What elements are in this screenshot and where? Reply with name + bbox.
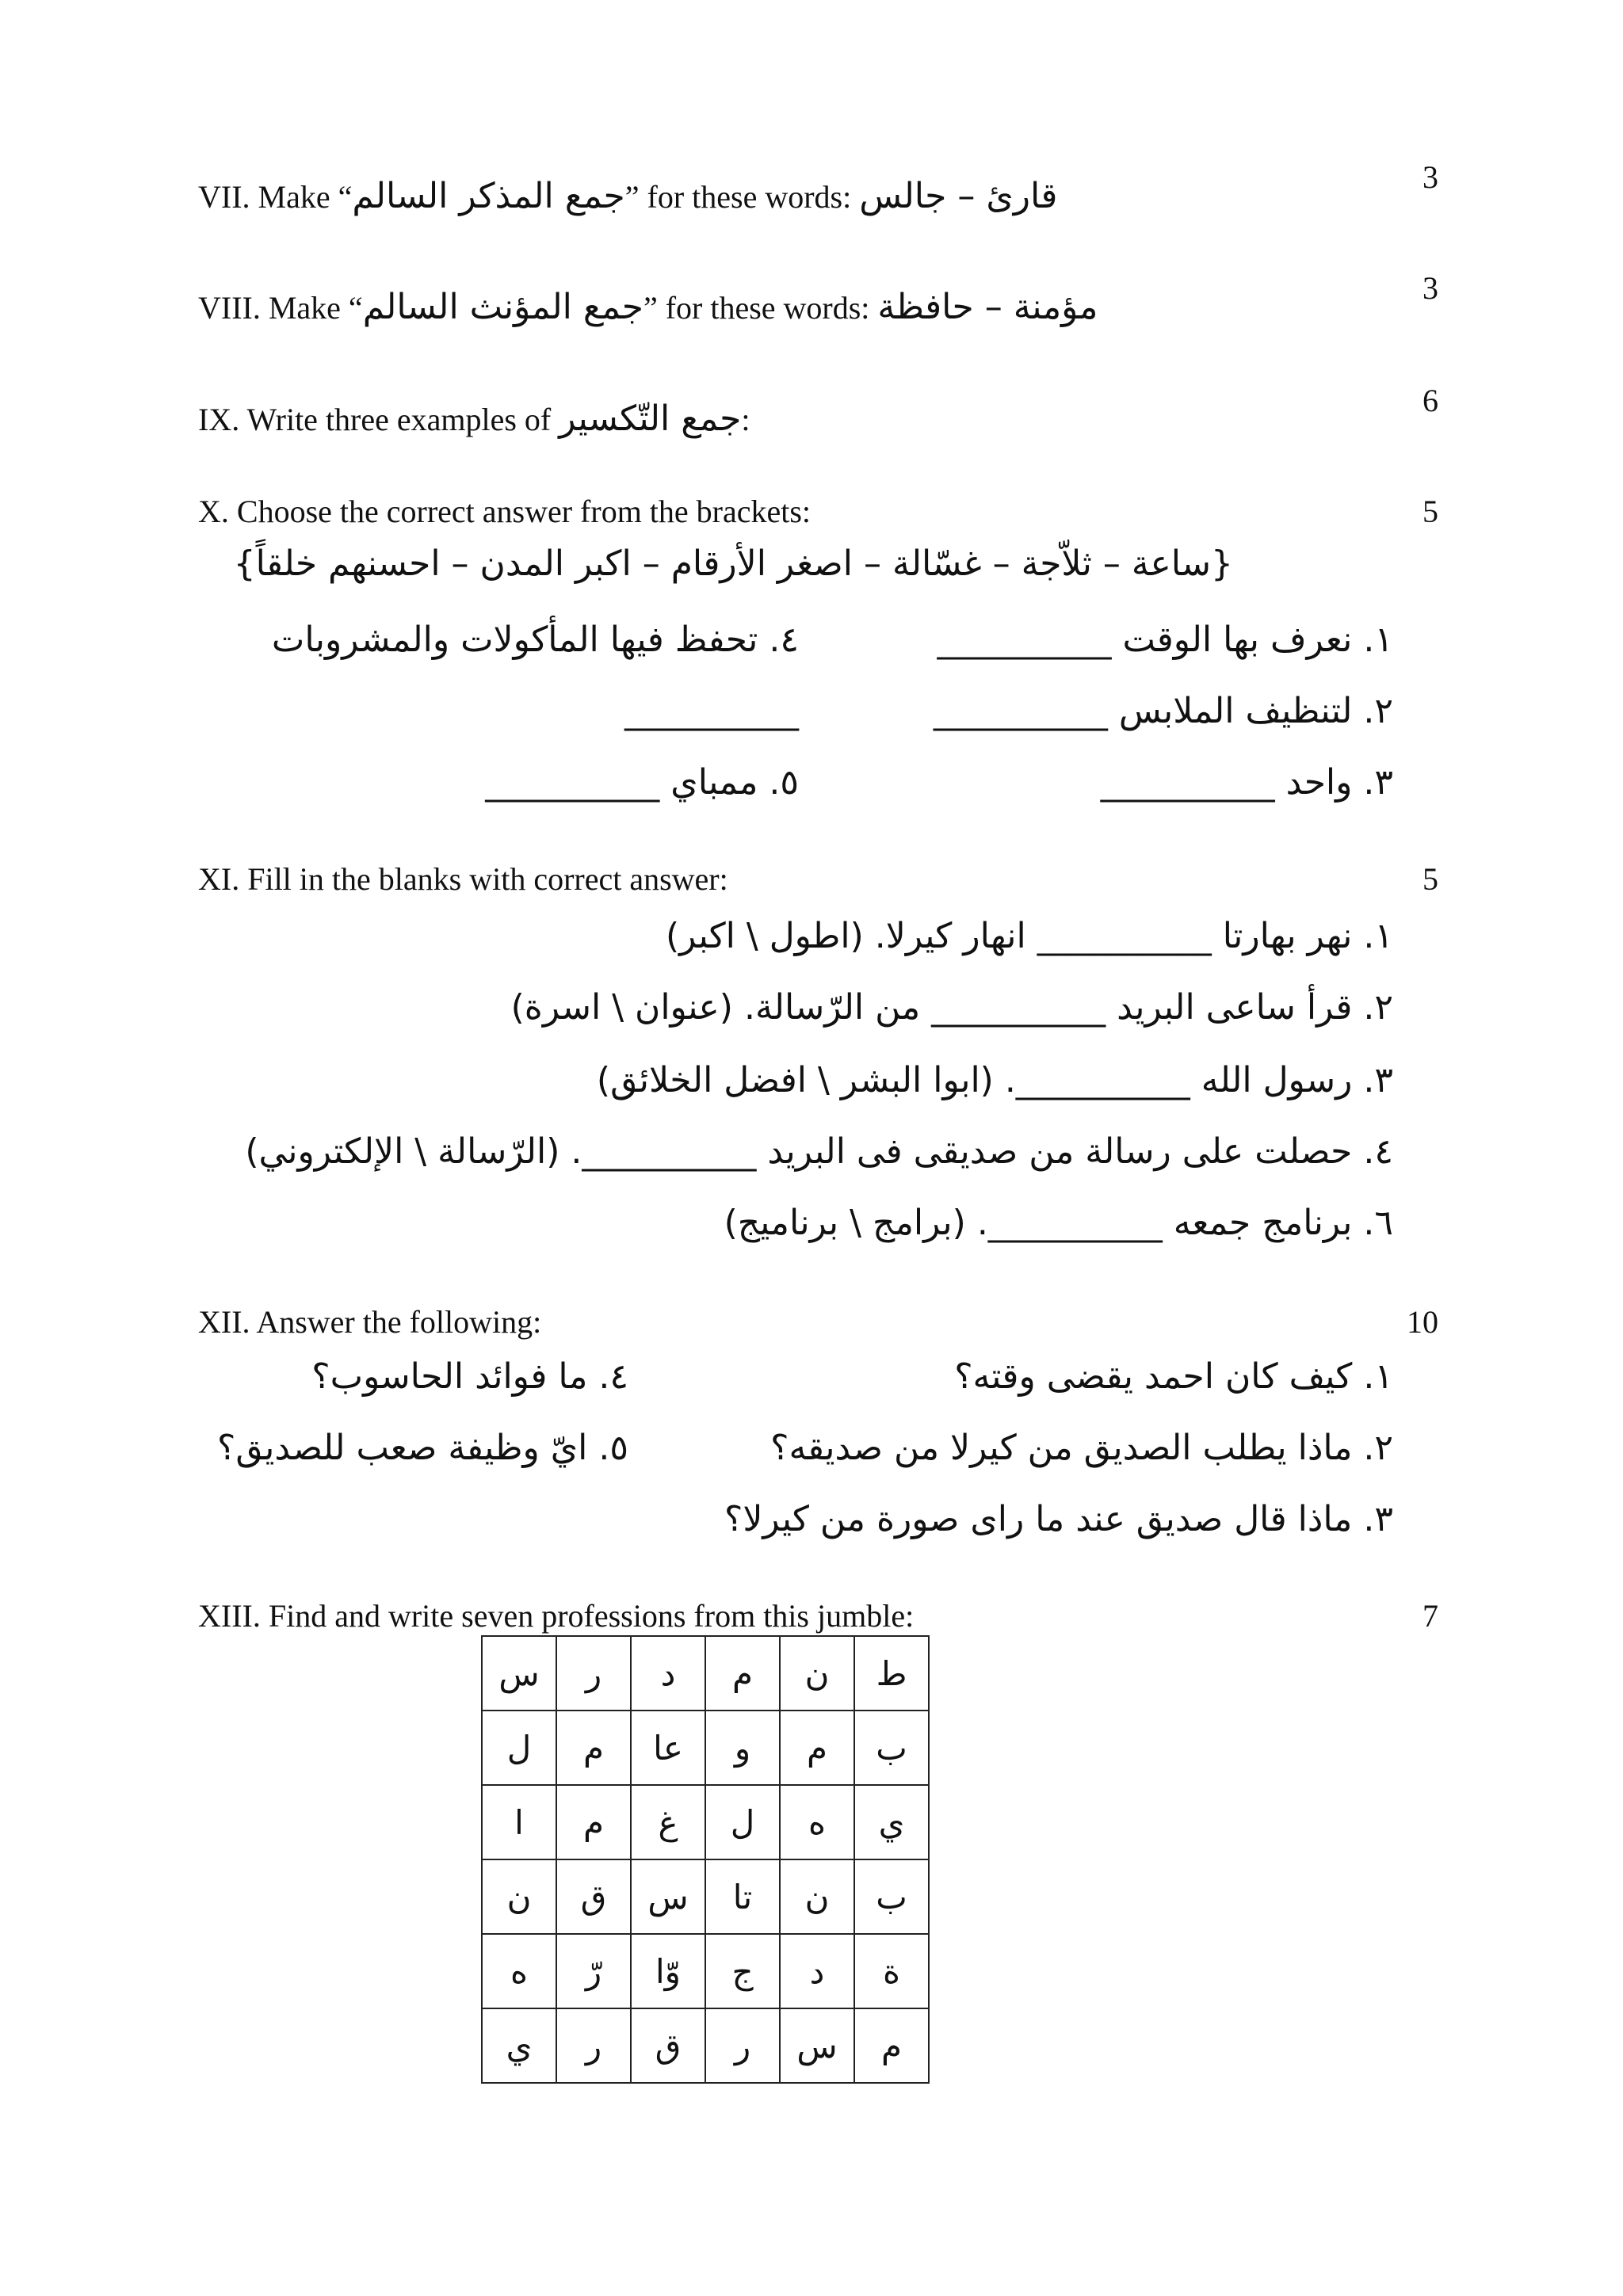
question-7-words: قارئ – جالس: [859, 176, 1058, 216]
grid-cell: ا: [482, 1785, 556, 1859]
question-11-item-4: ٤. حصلت على رسالة من صديقى فى البريد __________. (الرّسالة \ الإلكتروني): [245, 1131, 1393, 1172]
grid-cell: و: [705, 1711, 780, 1785]
grid-cell: ن: [482, 1859, 556, 1934]
question-8: VIII. Make “جمع المؤنث السالم” for these words: مؤمنة – حافظة: [198, 287, 1098, 327]
question-12-item-2: ٢. ماذا يطلب الصديق من كيرلا من صديقه؟: [770, 1428, 1393, 1468]
letter-jumble-grid: [481, 1635, 930, 2084]
question-11-item-6: ٦. برنامج جمعه __________. (برامج \ برناميج): [724, 1203, 1393, 1243]
question-10-marks: 5: [1423, 494, 1438, 529]
question-12-item-1: ١. كيف كان احمد يقضى وقته؟: [954, 1356, 1393, 1397]
grid-cell: تا: [705, 1859, 780, 1934]
question-10-item-5: ٥. ممباي __________: [485, 762, 799, 803]
grid-cell: ه: [482, 1934, 556, 2008]
question-10-item-1: ١. نعرف بها الوقت __________: [937, 620, 1393, 660]
question-12-item-3: ٣. ماذا قال صديق عند ما راى صورة من كيرلا؟: [724, 1499, 1393, 1539]
question-8-marks: 3: [1423, 270, 1438, 306]
grid-cell: ب: [854, 1711, 929, 1785]
question-10-options: {ساعة – ثلاّجة – غسّالة – اصغر الأرقام – اكبر المدن – احسنهم خلقاً}: [233, 543, 1233, 584]
question-11-title: XI. Fill in the blanks with correct answer:: [198, 861, 728, 897]
question-7-marks: 3: [1423, 159, 1438, 195]
grid-cell: س: [482, 1636, 556, 1711]
grid-cell: ر: [556, 1636, 631, 1711]
grid-cell: م: [854, 2008, 929, 2083]
question-11-marks: 5: [1423, 861, 1438, 897]
question-8-words: مؤمنة – حافظة: [877, 287, 1098, 327]
grid-cell: ق: [556, 1859, 631, 1934]
grid-row: [482, 1859, 929, 1934]
grid-cell: ن: [780, 1636, 854, 1711]
grid-cell: ي: [854, 1785, 929, 1859]
grid-cell: ج: [705, 1934, 780, 2008]
question-12-title: XII. Answer the following:: [198, 1304, 542, 1340]
question-7: VII. Make “جمع المذكر السالم” for these words: قارئ – جالس: [198, 176, 1058, 216]
question-9-marks: 6: [1423, 383, 1438, 418]
question-10-blank: __________: [624, 691, 799, 731]
question-12-item-4: ٤. ما فوائد الحاسوب؟: [311, 1356, 628, 1397]
grid-cell: س: [780, 2008, 854, 2083]
question-10-item-3: ٣. واحد __________: [1100, 762, 1393, 803]
grid-cell: عا: [631, 1711, 705, 1785]
grid-cell: م: [780, 1711, 854, 1785]
question-11-item-2: ٢. قرأ ساعى البريد __________ من الرّسالة. (عنوان \ اسرة): [510, 987, 1393, 1028]
grid-cell: ن: [780, 1859, 854, 1934]
grid-cell: ط: [854, 1636, 929, 1711]
question-12-item-5: ٥. ايّ وظيفة صعب للصديق؟: [217, 1428, 628, 1468]
grid-cell: ي: [482, 2008, 556, 2083]
grid-cell: م: [556, 1785, 631, 1859]
question-12-marks: 10: [1407, 1304, 1438, 1340]
grid-cell: ل: [482, 1711, 556, 1785]
grid-cell: وّا: [631, 1934, 705, 2008]
grid-row: [482, 2008, 929, 2083]
grid-cell: ب: [854, 1859, 929, 1934]
grid-cell: ق: [631, 2008, 705, 2083]
grid-cell: غ: [631, 1785, 705, 1859]
question-13-marks: 7: [1423, 1598, 1438, 1634]
grid-cell: د: [631, 1636, 705, 1711]
grid-cell: ر: [556, 2008, 631, 2083]
question-10-title: X. Choose the correct answer from the brackets:: [198, 494, 812, 529]
grid-cell: د: [780, 1934, 854, 2008]
question-10-item-4: ٤. تحفظ فيها المأكولات والمشروبات: [271, 620, 799, 660]
question-10-item-2: ٢. لتنظيف الملابس __________: [933, 691, 1393, 731]
question-7-arabic-term: جمع المذكر السالم: [352, 176, 625, 216]
question-13-title: XIII. Find and write seven professions from this jumble:: [198, 1598, 915, 1634]
grid-row: [482, 1636, 929, 1711]
question-9: IX. Write three examples of جمع التّكسير:: [198, 399, 750, 439]
question-9-arabic-term: جمع التّكسير: [559, 399, 742, 439]
question-11-item-3: ٣. رسول الله __________. (ابوا البشر \ افضل الخلائق): [596, 1060, 1393, 1100]
grid-cell: م: [556, 1711, 631, 1785]
question-8-arabic-term: جمع المؤنث السالم: [362, 287, 643, 327]
grid-row: [482, 1934, 929, 2008]
grid-cell: ر: [705, 2008, 780, 2083]
grid-row: [482, 1785, 929, 1859]
grid-cell: ة: [854, 1934, 929, 2008]
grid-cell: م: [705, 1636, 780, 1711]
question-11-item-1: ١. نهر بهارتا __________ انهار كيرلا. (اطول \ اكبر): [666, 916, 1393, 956]
grid-cell: ل: [705, 1785, 780, 1859]
grid-cell: رّ: [556, 1934, 631, 2008]
grid-cell: ه: [780, 1785, 854, 1859]
grid-row: [482, 1711, 929, 1785]
grid-cell: س: [631, 1859, 705, 1934]
